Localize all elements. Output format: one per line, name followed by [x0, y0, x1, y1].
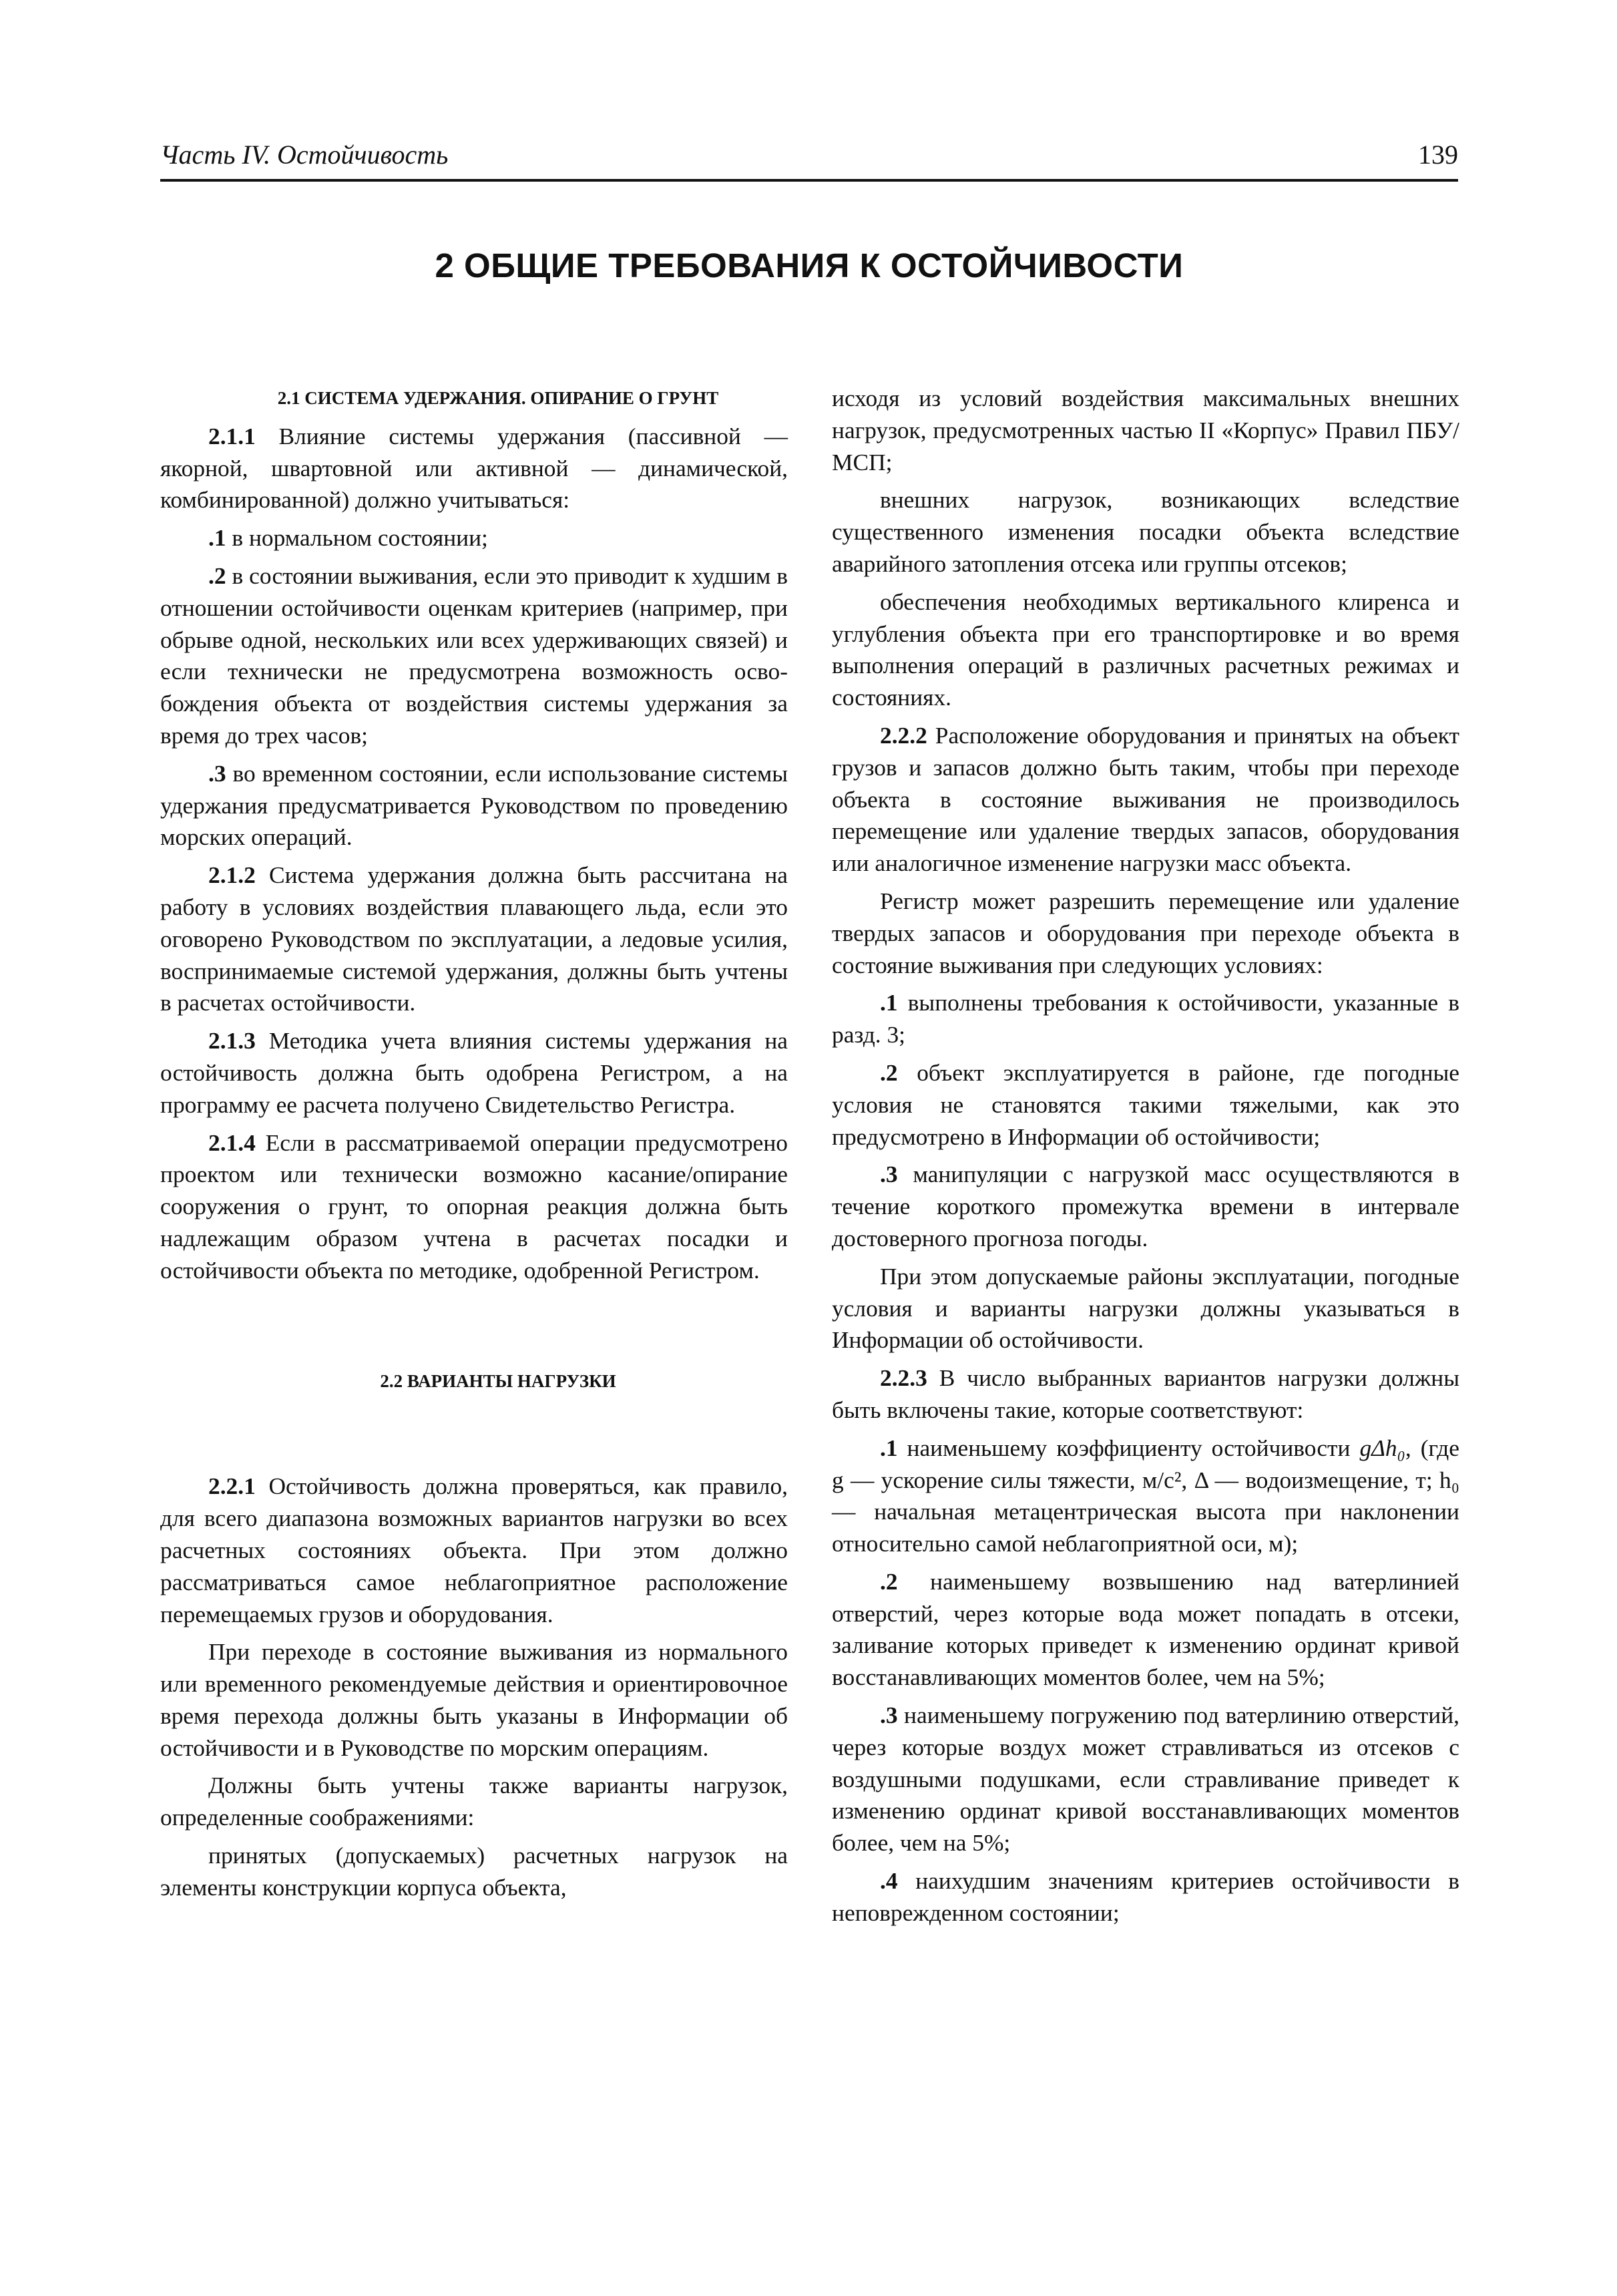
- list-item: [832, 1057, 1459, 1153]
- paragraph-2-1-2: [160, 859, 788, 1019]
- paragraph-number: 2.2.3: [880, 1364, 927, 1392]
- item-text: , (где g — ускорение силы тяжести, м/с², Δ — водоизмещение, т; h₀ — начальная метацентрическая высота при наклонении относительно самой неблагоприятной оси, м);: [832, 1434, 1459, 1557]
- item-text: в состоянии выживания, если это приводит к худшим в отношении остойчивости оценкам критериев (например, при обрыве одной, нескольких или всех удерживающих связей) и если технически не предусмотрена возможность освобождения объекта от воздействия системы удержания за время до трех часов;: [160, 562, 788, 749]
- item-number: .2: [880, 1567, 898, 1595]
- item-text: наименьшему коэффициенту остойчивости: [897, 1434, 1360, 1461]
- running-header: [160, 138, 1458, 182]
- item-number: .1: [880, 1434, 898, 1461]
- paragraph-text: Влияние системы удержания (пассивной — якорной, швартовной или активной — динамической, комбинированной) должно учитываться:: [160, 422, 788, 514]
- item-number: .3: [208, 759, 226, 787]
- section-heading-2-2: 2.2 ВАРИАНТЫ НАГРУЗКИ: [380, 1370, 616, 1391]
- item-number: .3: [880, 1702, 898, 1729]
- list-item: [832, 1432, 1459, 1560]
- list-item: [160, 758, 788, 853]
- paragraph-text: Остойчивость должна проверяться, как правило, для всего диапазона возможных вариантов нагрузки во всех расчетных состояниях объекта. При этом должно рассматриваться самое неблагоприятное расположение перемещаемых грузов и оборудования.: [160, 1473, 788, 1628]
- list-item: [832, 1865, 1459, 1929]
- paragraph-2-2-3: [832, 1362, 1459, 1426]
- item-number: .4: [880, 1867, 898, 1895]
- item-text: в нормальном состоянии;: [226, 524, 488, 552]
- running-header-title: Часть IV. Остойчивость: [160, 140, 449, 170]
- paragraph: принятых (допускаемых) расчетных нагрузок на элементы конструкции корпуса объекта,: [160, 1842, 788, 1901]
- paragraph-2-2-1: [160, 1471, 788, 1630]
- list-item: [160, 560, 788, 752]
- list-item: [832, 1159, 1459, 1254]
- paragraph-continuation: исходя из условий воздействия максимальных внешних нагрузок, предусмотренных частью II «Корпус» Правил ПБУ/МСП;: [832, 385, 1459, 475]
- item-text: во временном состоянии, если использование системы удержания предусматривается Руководством по проведению морских операций.: [160, 759, 788, 851]
- section-heading-2-1: 2.1 СИСТЕМА УДЕРЖАНИЯ. ОПИРАНИЕ О ГРУНТ: [277, 388, 719, 408]
- paragraph-text: Методика учета влияния системы удержания на остойчивость должна быть одобрена Регистром, а на программу ее расчета получено Свидетельство Регистра.: [160, 1027, 788, 1118]
- list-item: [832, 1566, 1459, 1694]
- item-text: наихудшим значениям критериев остойчивости в неповрежденном состоянии;: [832, 1867, 1459, 1926]
- paragraph-number: 2.1.4: [208, 1129, 256, 1156]
- list-item: [832, 1700, 1459, 1859]
- chapter-title: 2 ОБЩИЕ ТРЕБОВАНИЯ К ОСТОЙЧИВОСТИ: [435, 246, 1184, 284]
- paragraph: внешних нагрузок, возникающих вследствие существенного изменения посадки объекта вследствие аварийного затопления отсека или группы отсеков;: [832, 486, 1459, 577]
- item-number: .3: [880, 1161, 898, 1188]
- paragraph-2-1-4: [160, 1127, 788, 1287]
- item-number: .1: [208, 524, 226, 552]
- item-number: .2: [208, 562, 226, 589]
- item-number: .1: [880, 989, 898, 1016]
- paragraph: Должны быть учтены также варианты нагрузок, определенные соображениями:: [160, 1772, 788, 1831]
- paragraph-text: В число выбранных вариантов нагрузки должны быть включены такие, которые соответствуют:: [832, 1364, 1459, 1423]
- paragraph-text: Расположение оборудования и принятых на объект грузов и запасов должно быть таким, чтобы при переходе объекта в состояние выживания не производилось перемещение или удаление твердых запасов, оборудования или аналогичное изменение нагрузки масс объекта.: [832, 721, 1459, 877]
- list-item: [832, 987, 1459, 1051]
- right-column: [832, 383, 1459, 1935]
- item-text: наименьшему возвышению над ватерлинией отверстий, через которые вода может попадать в отсеки, заливание которых приведет к изменению ординат кривой восстанавливающих моментов более, чем на 5%;: [832, 1567, 1459, 1691]
- item-text: выполнены требования к остойчивости, указанные в разд. 3;: [832, 989, 1459, 1048]
- paragraph-2-1-1: [160, 421, 788, 516]
- paragraph: обеспечения необходимых вертикального клиренса и углубления объекта при его транспортировке и во время выполнения операций в различных расчетных режимах и состояниях.: [832, 588, 1459, 711]
- paragraph-2-1-3: [160, 1025, 788, 1121]
- paragraph-2-2-2: [832, 720, 1459, 880]
- paragraph: Регистр может разрешить перемещение или удаление твердых запасов и оборудования при переходе объекта в состояние выживания при следующих условиях:: [832, 887, 1459, 978]
- paragraph-text: Система удержания должна быть рассчитана на работу в условиях воздействия плавающего льда, если это оговорено Руководством по эксплуатации, а ледовые усилия, воспринимаемые системой удержания, должны быть учтены в расчетах остойчивости.: [160, 862, 788, 1016]
- paragraph-number: 2.2.1: [208, 1473, 256, 1500]
- paragraph-number: 2.1.3: [208, 1027, 256, 1055]
- paragraph-text: Если в рассматриваемой операции предусмотрено проектом или технически возможно касание/опирание сооружения о грунт, то опорная реакция должна быть надлежащим образом учтена в расчетах посадки и остойчивости объекта по методике, одобренной Регистром.: [160, 1129, 788, 1284]
- left-column: [160, 383, 788, 1910]
- item-text: манипуляции с нагрузкой масс осуществляются в течение короткого промежутка времени в интервале достоверного прогноза погоды.: [832, 1161, 1459, 1252]
- paragraph-number: 2.1.2: [208, 862, 256, 889]
- paragraph-number: 2.2.2: [880, 721, 927, 749]
- paragraph: При переходе в состояние выживания из нормального или временного рекомендуемые действия и ориентировочное время перехода должны быть указаны в Информации об остойчивости и в Руководстве по морским операциям.: [160, 1638, 788, 1761]
- paragraph: При этом допускаемые районы эксплуатации, погодные условия и варианты нагрузки должны указываться в Информации об остойчивости.: [832, 1262, 1459, 1354]
- page-number: 139: [1418, 140, 1458, 170]
- item-text: объект эксплуатируется в районе, где погодные условия не становятся такими тяжелыми, как это предусмотрено в Информации об остойчивости;: [832, 1059, 1459, 1150]
- item-number: .2: [880, 1059, 898, 1086]
- item-text: наименьшему погружению под ватерлинию отверстий, через которые воздух может стравливаться из отсеков с воздушными подушками, если стравливание приведет к изменению ординат кривой восстанавливающих моментов более, чем на 5%;: [832, 1702, 1459, 1857]
- list-item: [160, 522, 788, 554]
- stability-formula: gΔh₀: [1359, 1434, 1405, 1461]
- paragraph-number: 2.1.1: [208, 422, 256, 449]
